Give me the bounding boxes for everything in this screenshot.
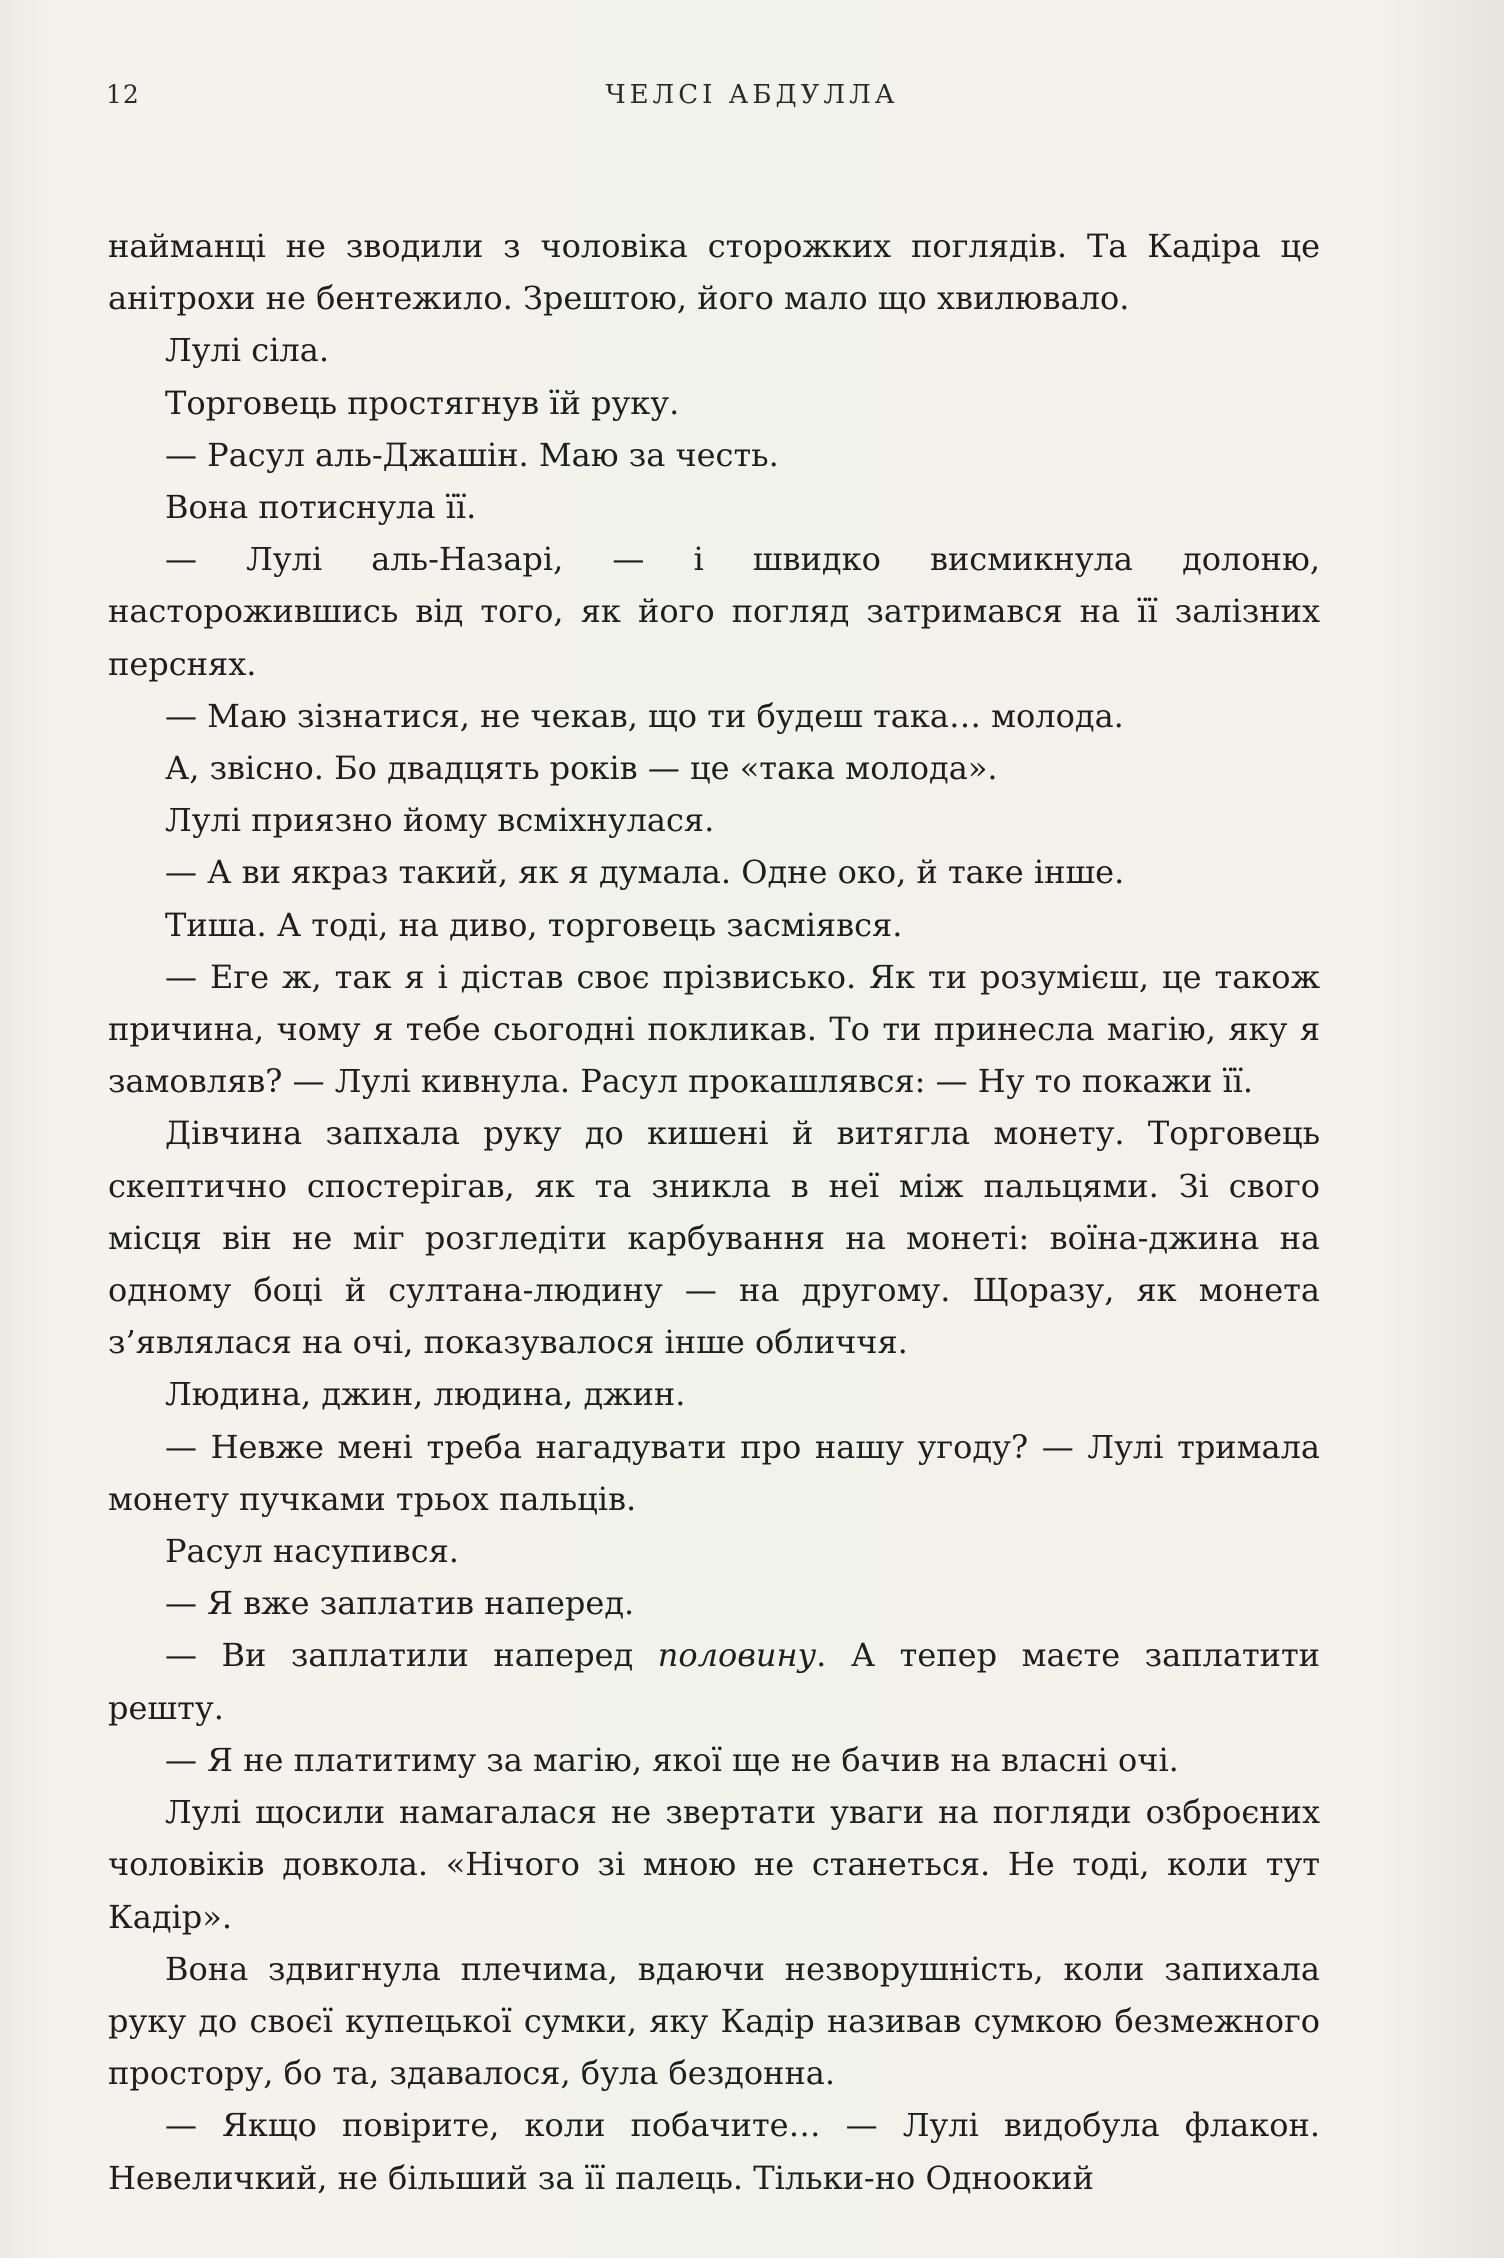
paragraph: Лулі щосили намагалася не звертати уваги на погляди озброєних чоловіків довкола. «Нічого зі мною не станеться. Не тоді, коли тут Кадір».	[108, 1793, 1320, 1936]
paragraph: Торговець простягнув їй руку.	[165, 383, 680, 422]
page-number: 12	[106, 80, 140, 109]
emphasis-italic: половину	[657, 1636, 817, 1675]
running-head	[0, 80, 1504, 120]
paragraph: Расул насупився.	[165, 1532, 459, 1571]
paragraph: А, звісно. Бо двадцять років — це «така молода».	[165, 749, 998, 788]
paragraph: найманці не зводили з чоловіка сторожких поглядів. Та Кадіра це анітрохи не бентежило. Зрештою, його мало що хвилювало.	[108, 227, 1320, 318]
paragraph: — Я вже заплатив наперед.	[165, 1584, 635, 1623]
paragraph: — Я не платитиму за магію, якої ще не бачив на власні очі.	[165, 1740, 1179, 1779]
paragraph: Дівчина запхала руку до кишені й витягла монету. Торговець скептично спостерігав, як та зникла в неї між пальцями. Зі свого місця він не міг розгледіти карбування на монеті: воїна-джина на одному боці й султана-людину — на другому. Щоразу, як монета з’являлася на очі, показувалося інше обличчя.	[108, 1114, 1320, 1362]
paragraph: Вона здвигнула плечима, вдаючи незворушність, коли запихала руку до своєї купецької сумки, яку Кадір називав сумкою безмежного простору, бо та, здавалося, була бездонна.	[108, 1949, 1320, 2093]
emphasis-after: . А тепер маєте заплатити решту.	[108, 1636, 1321, 1727]
running-head-author: ЧЕЛСІ АБДУЛЛА	[605, 80, 899, 110]
paragraph: — Еге ж, так я і дістав своє прізвисько. Як ти розумієш, це також причина, чому я тебе сьогодні покликав. То ти принесла магію, яку я замовляв? — Лулі кивнула. Расул прокашлявся: — Ну то покажи її.	[108, 957, 1320, 1101]
paragraph: Людина, джин, людина, джин.	[165, 1375, 686, 1414]
paragraph: Лулі сіла.	[165, 331, 329, 370]
paragraph: Лулі приязно йому всміхнулася.	[165, 801, 715, 840]
paragraph: — Якщо повірите, коли побачите… — Лулі видобула флакон. Невеличкий, не більший за її палець. Тільки-но Одноокий	[108, 2106, 1320, 2197]
paragraph: — Лулі аль-Назарі, — і швидко висмикнула долоню, насторожившись від того, як його погляд затримався на її залізних перснях.	[108, 540, 1320, 683]
paragraph-with-emphasis	[108, 1629, 1320, 1733]
paragraph: — Расул аль-Джашін. Маю за честь.	[165, 435, 779, 474]
paragraph: — А ви якраз такий, як я думала. Одне око, й таке інше.	[165, 853, 1125, 892]
paragraph: Вона потиснула її.	[165, 488, 477, 527]
body-text	[108, 220, 1320, 2204]
paragraph: — Невже мені треба нагадувати про нашу угоду? — Лулі тримала монету пучками трьох пальців.	[108, 1427, 1320, 1518]
paragraph: — Маю зізнатися, не чекав, що ти будеш така… молода.	[165, 696, 1124, 735]
emphasis-before: — Ви заплатили наперед	[165, 1636, 658, 1675]
paragraph: Тиша. А тоді, на диво, торговець засміявся.	[165, 905, 903, 944]
